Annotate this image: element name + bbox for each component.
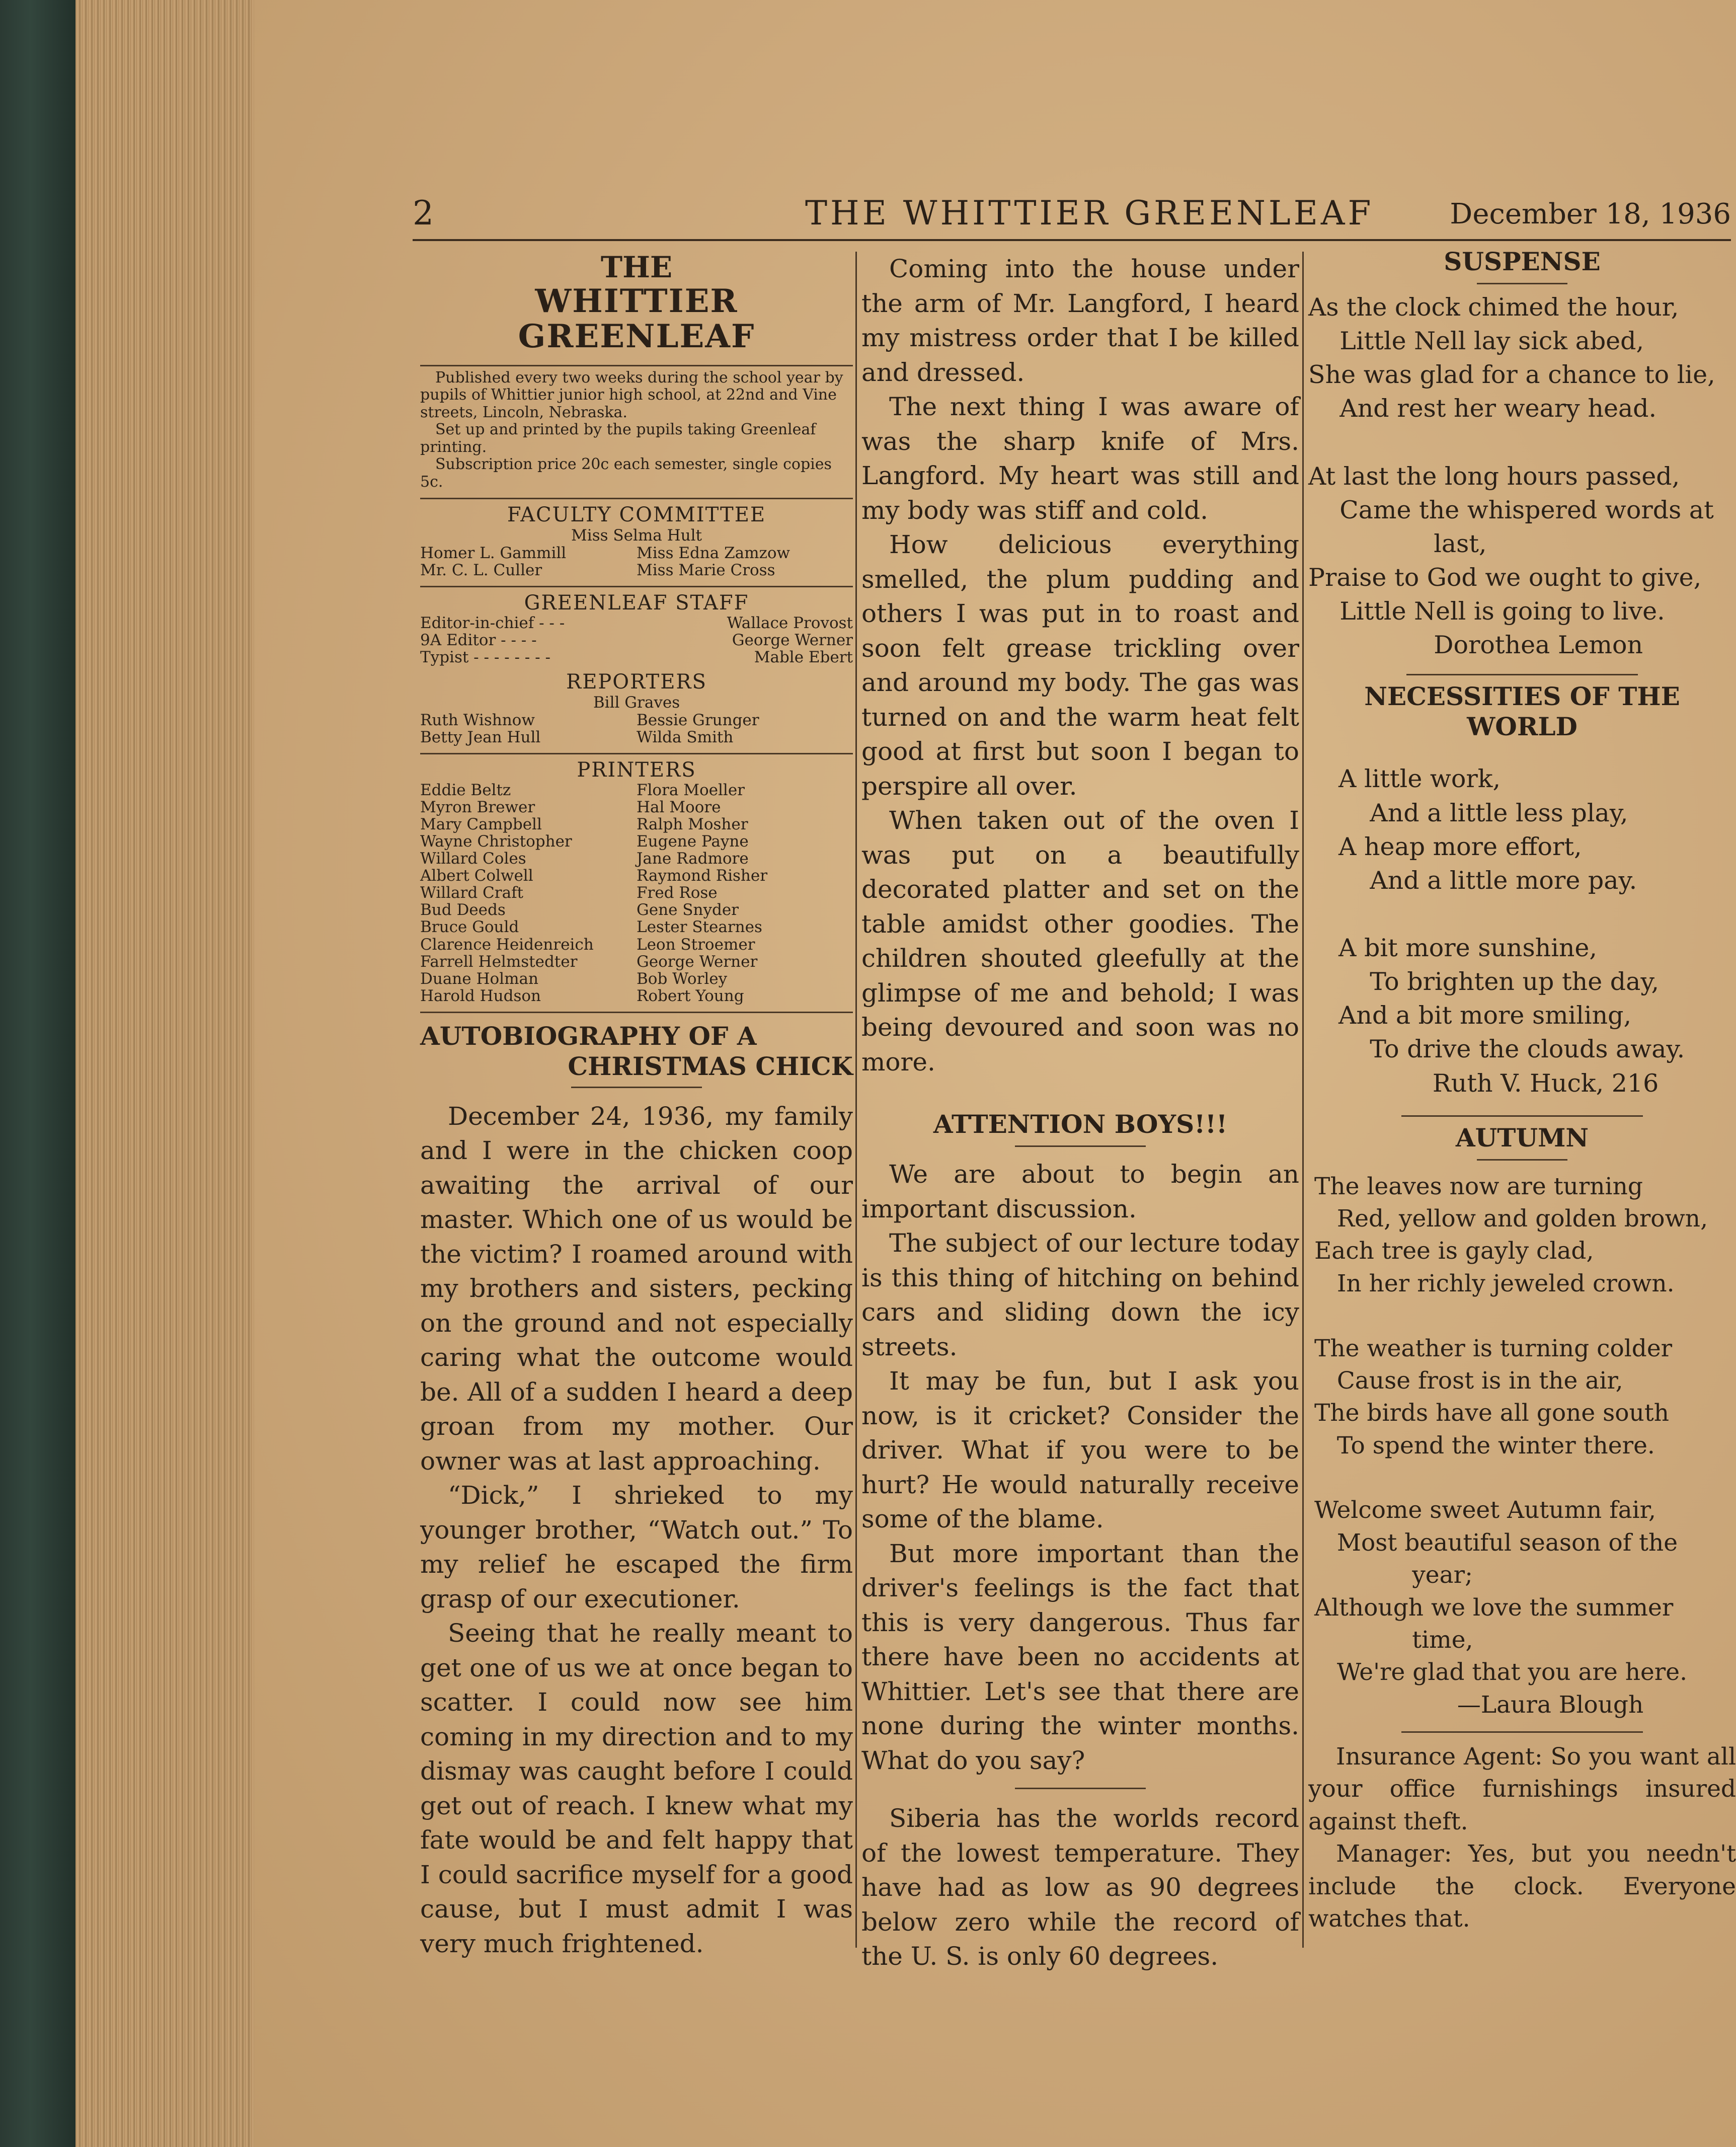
chick-headline-line2: CHRISTMAS CHICK [568,1051,853,1081]
suspense-poem: As the clock chimed the hour, Little Nell lay sick abed, She was glad for a chance to lie, And rest her weary head. At last the long hours passed, Came the whispered words at last, Praise to God we ought to give, Little Nell is going to live. Dorothea Lemon [1308,293,1715,660]
divider [420,498,853,499]
short-divider [1477,1159,1567,1161]
staff-role: Typist - - - - - - - - [420,648,550,667]
article-paragraph: The subject of our lecture today is this thing of hitching on behind cars and sliding down the icy streets. [861,1229,1299,1361]
column-3 [1308,247,1736,1935]
masthead [420,252,853,355]
short-divider [1015,1145,1146,1147]
running-title: THE WHITTIER GREENLEAF [805,194,1374,233]
printer: Gene Snyder [637,901,739,919]
printer: Ralph Mosher [637,815,748,833]
header-rule [413,239,1731,241]
story-paragraph: December 24, 1936, my family and I were in the chicken coop awaiting the arrival of our master. Which one of us would be the victim? I roamed around with my brothers and sisters, pecking on the ground and not especially caring what the outcome would be. All of a sudden I heard a deep groan from my mother. Our owner was at last approaching. [420,1101,853,1476]
printer: George Werner [637,952,758,971]
staff-role: 9A Editor - - - - [420,631,537,650]
masthead-line1: THE [600,250,673,284]
printer: Jane Radmore [637,850,749,868]
page-edges [75,0,258,2147]
article-paragraph: It may be fun, but I ask you now, is it cricket? Consider the driver. What if you were to be hurt? He would naturally receive some of the blame. [861,1366,1299,1533]
printers-title: PRINTERS [577,758,696,782]
info-paragraph: Subscription price 20c each semester, single copies 5c. [420,455,832,491]
divider [420,586,853,587]
printer: Duane Holman [420,969,538,988]
printer: Eugene Payne [637,832,749,851]
necessities-headline [1308,681,1736,742]
reporter: Betty Jean Hull [420,728,541,746]
divider [420,1012,853,1013]
printer: Farrell Helmstedter [420,952,578,971]
story-paragraph: “Dick,” I shrieked to my younger brother, “Watch out.” To my relief he escaped the firm grasp of our executioner. [420,1481,853,1614]
printer: Robert Young [637,986,744,1005]
info-paragraph: Published every two weeks during the school year by pupils of Whittier junior high school, at 22nd and Vine streets, Lincoln, Nebraska. [420,368,843,421]
faculty-title: FACULTY COMMITTEE [507,503,766,527]
book-spine [0,0,75,2147]
chick-story-continued [861,252,1299,1079]
siberia-paragraph: Siberia has the worlds record of the lowest temperature. They have had as low as 90 degrees below zero while the record of the U. S. is only 60 degrees. [861,1804,1299,1971]
attention-article [861,1157,1299,1778]
masthead-info [420,369,853,491]
insurance-joke [1308,1741,1736,1935]
printer: Leon Stroemer [637,935,755,954]
column-rule-2 [1302,252,1304,1948]
staff-role: Editor-in-chief - - - [420,614,565,633]
faculty-list [420,545,853,579]
story-paragraph: When taken out of the oven I was put on a beautifully decorated platter and set on the table amidst other goodies. The children shouted gleefully at the glimpse of me and behold; I was being devoured and soon was no more. [861,806,1299,1077]
faculty-member: Homer L. Gammill [420,544,567,563]
page-header [413,194,1731,239]
column-2 [861,252,1299,1974]
necessities-poem: A little work, And a little less play, A heap more effort, And a little more pay. A bit more sunshine, To brighten up the day, And a bit more smiling, To drive the clouds away. Ruth V. Huck, 216 [1338,764,1685,1098]
printer: Lester Stearnes [637,918,762,937]
autumn-headline: AUTUMN [1455,1122,1589,1153]
page-number: 2 [413,194,434,233]
printer: Bud Deeds [420,901,506,919]
printer: Willard Craft [420,884,524,902]
printer: Bruce Gould [420,918,519,937]
joke-paragraph: Insurance Agent: So you want all your office furnishings insured against theft. [1308,1743,1736,1835]
printer: Bob Worley [637,969,728,988]
info-paragraph: Set up and printed by the pupils taking Greenleaf printing. [420,421,816,456]
story-paragraph: The next thing I was aware of was the sharp knife of Mrs. Langford. My heart was still and my body was stiff and cold. [861,392,1299,525]
printer: Hal Moore [637,798,721,816]
reporter: Ruth Wishnow [420,711,535,729]
faculty-member: Miss Marie Cross [637,561,775,580]
reporter: Bessie Grunger [637,711,759,729]
printer: Albert Colwell [420,867,533,885]
reporter: Wilda Smith [637,728,734,746]
short-divider [1401,1731,1643,1733]
staff-row [420,632,853,649]
reporters-lead: Bill Graves [593,693,680,712]
necessities-headline-line1: NECESSITIES OF THE [1364,681,1680,712]
autumn-poem: The leaves now are turning Red, yellow and golden brown, Each tree is gayly clad, In her richly jeweled crown. The weather is turning colder Cause frost is in the air, The birds have all gone south To spend the winter there. Welcome sweet Autumn fair, Most beautiful season of the year; Although we love the summer time, We're glad that you are here. —Laura Blough [1314,1172,1708,1719]
divider [420,753,853,754]
faculty-member: Mr. C. L. Culler [420,561,542,580]
printer: Fred Rose [637,884,718,902]
printer: Clarence Heidenreich [420,935,594,954]
faculty-lead: Miss Selma Hult [571,526,702,545]
printer: Harold Hudson [420,986,541,1005]
story-paragraph: How delicious everything smelled, the plum pudding and others I was put in to roast and soon felt grease trickling over and around my body. The gas was turned on and the warm heat felt good at first but soon I began to perspire all over. [861,530,1299,801]
masthead-line2: WHITTIER GREENLEAF [518,282,755,356]
staff-name: Mable Ebert [754,648,853,667]
necessities-headline-line2: WORLD [1467,712,1577,742]
column-rule-1 [855,252,857,1948]
printers-list [420,782,853,1005]
printer: Mary Campbell [420,815,542,833]
printer: Eddie Beltz [420,781,511,799]
reporters-list [420,712,853,746]
chick-story [420,1099,853,1961]
staff-name: Wallace Provost [727,614,853,633]
printer: Myron Brewer [420,798,535,816]
staff-row [420,649,853,666]
chick-headline [420,1021,853,1082]
chick-headline-line1: AUTOBIOGRAPHY OF A [420,1021,757,1051]
staff-title: GREENLEAF STAFF [524,591,749,615]
issue-date: December 18, 1936 [1450,198,1731,231]
story-paragraph: Coming into the house under the arm of Mr. Langford, I heard my mistress order that I be killed and dressed. [861,254,1299,387]
staff-row [420,615,853,632]
printer: Willard Coles [420,850,526,868]
printer: Flora Moeller [637,781,745,799]
short-divider [1406,674,1638,675]
short-divider [571,1087,702,1088]
short-divider [1401,1115,1643,1117]
joke-paragraph: Manager: Yes, but you needn't include the clock. Everyone watches that. [1308,1840,1736,1933]
divider [420,365,853,366]
attention-headline: ATTENTION BOYS!!! [933,1109,1228,1139]
staff-name: George Werner [732,631,853,650]
printer: Wayne Christopher [420,832,572,851]
story-paragraph: Seeing that he really meant to get one of us we at once began to scatter. I could now see him coming in my direction and to my dismay was caught before I could get out of reach. I knew what my fate would be and felt happy that I could sacrifice myself for a good cause, but I must admit I was very much frightened. [420,1619,853,1958]
article-paragraph: But more important than the driver's feelings is the fact that this is very dangerous. Thus far there have been no accidents at Whittier. Let's see that there are none during the winter months. What do you say? [861,1539,1299,1775]
reporters-title: REPORTERS [566,670,707,694]
faculty-member: Miss Edna Zamzow [637,544,791,563]
siberia-item [861,1801,1299,1974]
column-1 [420,252,853,1961]
short-divider [1015,1788,1146,1789]
suspense-headline: SUSPENSE [1444,247,1601,276]
short-divider [1477,283,1567,284]
article-paragraph: We are about to begin an important discussion. [861,1160,1299,1223]
printer: Raymond Risher [637,867,768,885]
